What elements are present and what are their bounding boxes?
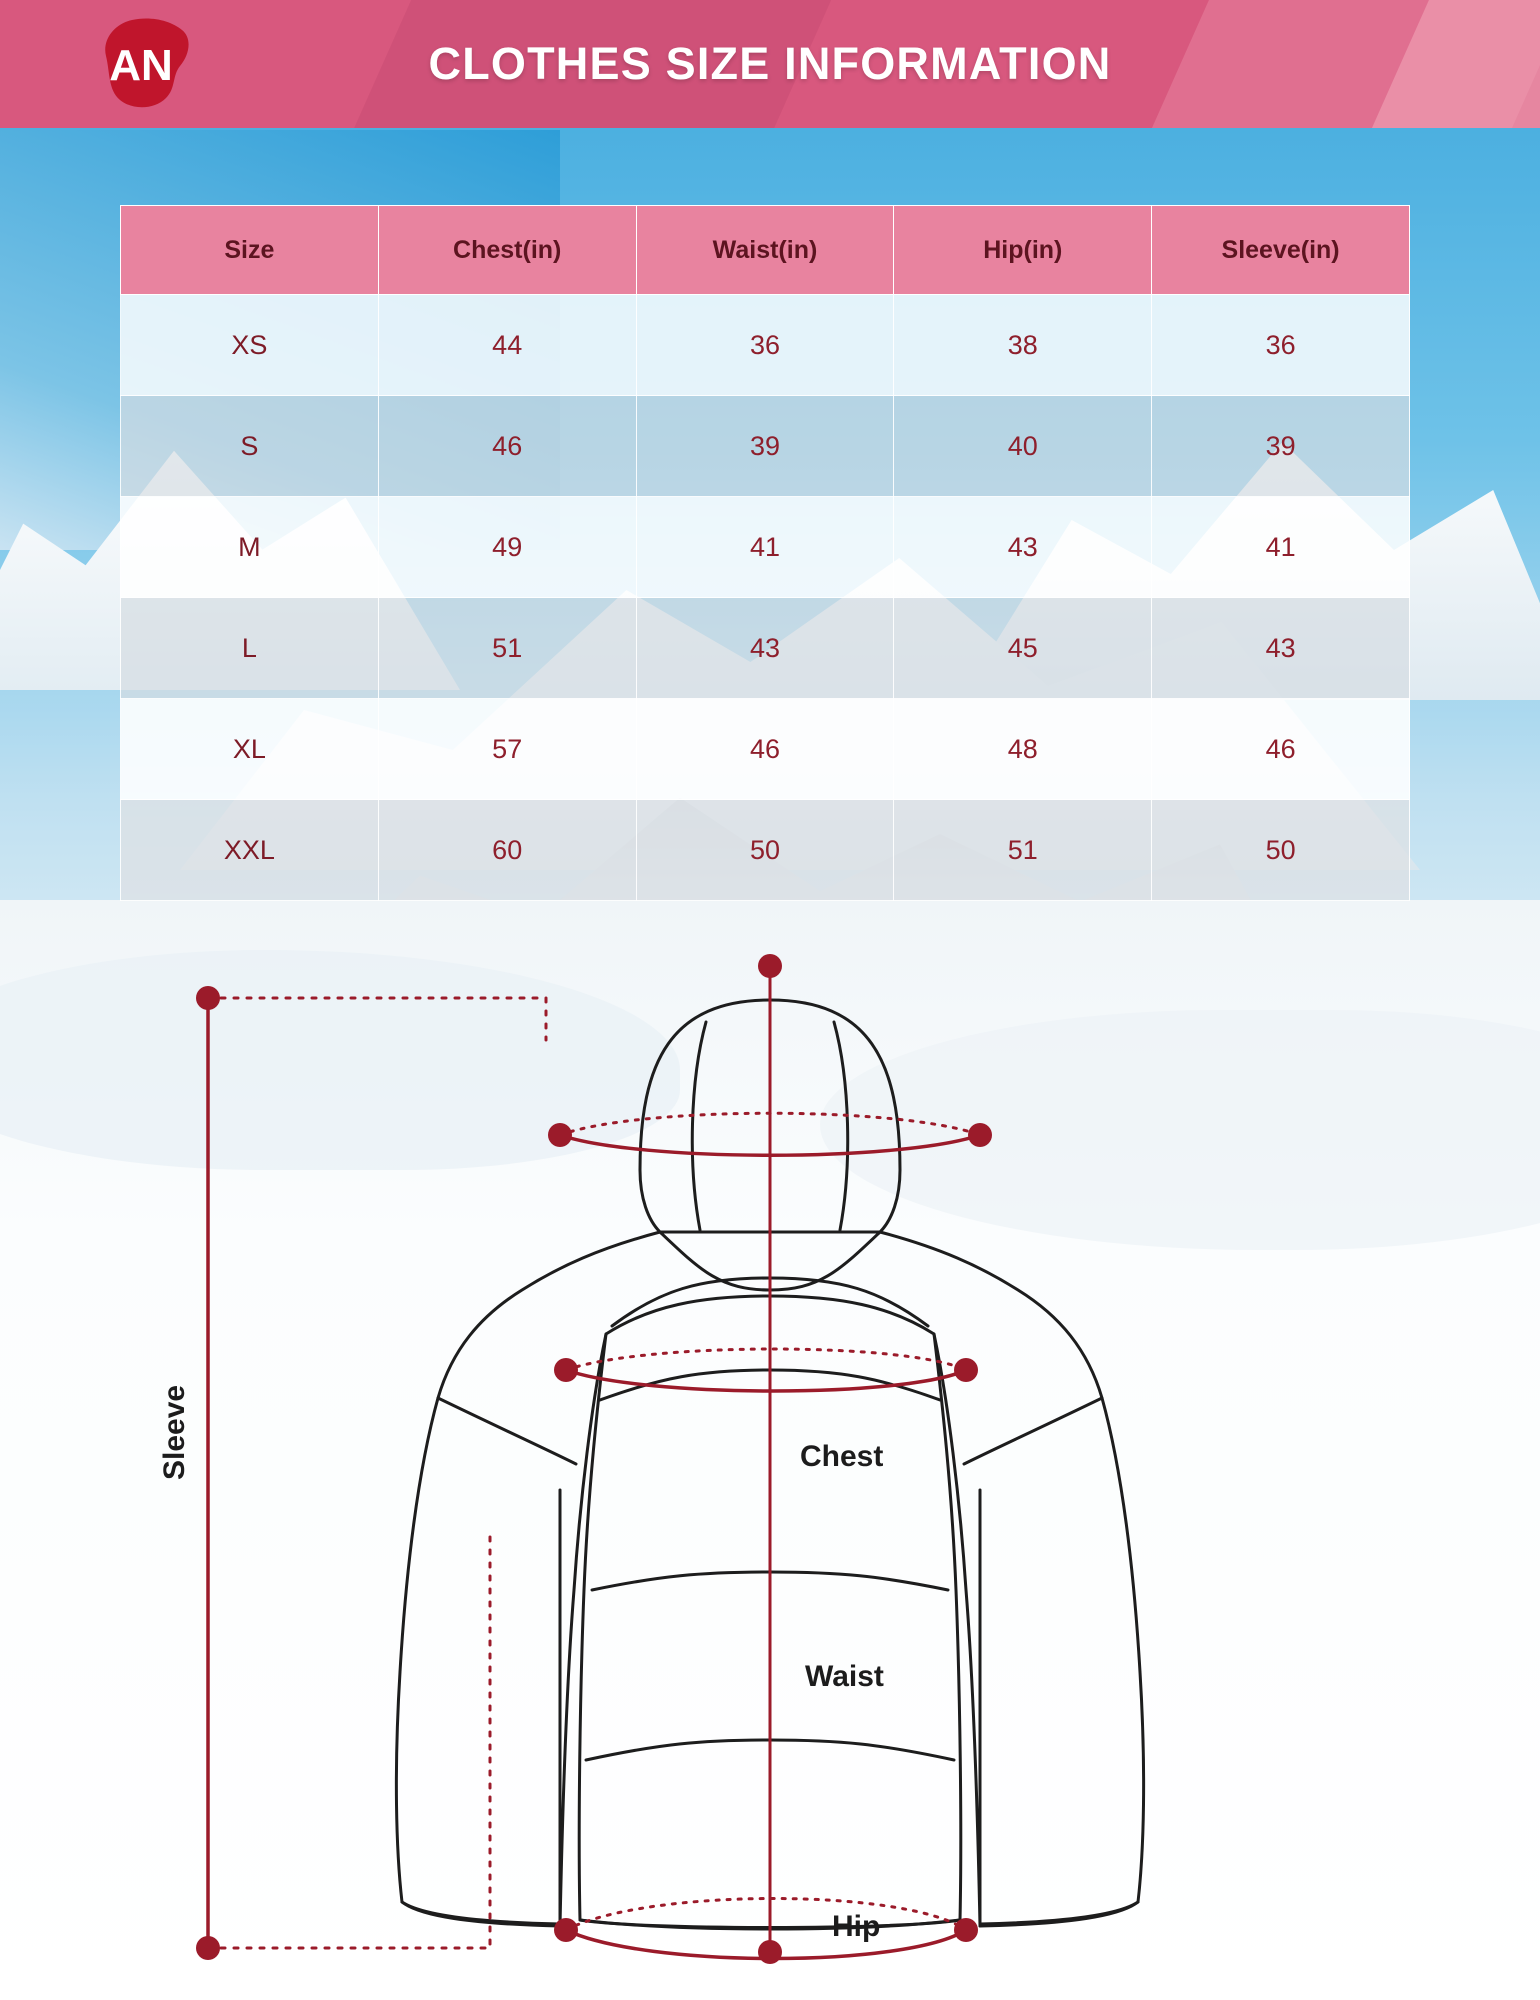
table-header-row — [121, 206, 1410, 295]
table-row — [121, 800, 1410, 901]
cell-waist: 43 — [636, 598, 894, 699]
point-chest-right — [968, 1123, 992, 1147]
cell-chest: 44 — [378, 295, 636, 396]
table-body — [121, 295, 1410, 901]
waist-line-back — [566, 1349, 966, 1370]
cell-chest: 60 — [378, 800, 636, 901]
measurement-diagram — [0, 930, 1540, 2000]
column-header-waist: Waist(in) — [636, 206, 894, 295]
column-header-hip: Hip(in) — [894, 206, 1152, 295]
point-sleeve-top — [196, 986, 220, 1010]
label-hip: Hip — [832, 1910, 881, 1943]
cell-size: M — [121, 497, 379, 598]
cell-sleeve: 39 — [1152, 396, 1410, 497]
cell-sleeve: 43 — [1152, 598, 1410, 699]
point-chest-left — [548, 1123, 572, 1147]
label-sleeve: Sleeve — [158, 1384, 191, 1480]
point-hip-right — [954, 1918, 978, 1942]
cell-hip: 51 — [894, 800, 1152, 901]
cell-chest: 57 — [378, 699, 636, 800]
cell-sleeve: 50 — [1152, 800, 1410, 901]
logo-text: AN — [109, 41, 173, 90]
cell-sleeve: 46 — [1152, 699, 1410, 800]
point-waist-left — [554, 1358, 578, 1382]
cell-waist: 50 — [636, 800, 894, 901]
cell-hip: 43 — [894, 497, 1152, 598]
sleeve-leader-bottom — [208, 1530, 490, 1948]
cell-waist: 39 — [636, 396, 894, 497]
table-row — [121, 295, 1410, 396]
cell-hip: 45 — [894, 598, 1152, 699]
cell-size: XXL — [121, 800, 379, 901]
cell-chest: 46 — [378, 396, 636, 497]
cell-size: XL — [121, 699, 379, 800]
table-row — [121, 699, 1410, 800]
cell-waist: 46 — [636, 699, 894, 800]
point-hip-left — [554, 1918, 578, 1942]
cell-chest: 51 — [378, 598, 636, 699]
cell-size: L — [121, 598, 379, 699]
cell-waist: 36 — [636, 295, 894, 396]
cell-sleeve: 36 — [1152, 295, 1410, 396]
point-sleeve-bottom — [196, 1936, 220, 1960]
size-chart-table — [120, 205, 1410, 901]
cell-size: S — [121, 396, 379, 497]
column-header-size: Size — [121, 206, 379, 295]
point-waist-right — [954, 1358, 978, 1382]
cell-waist: 41 — [636, 497, 894, 598]
sleeve-leader-top — [208, 998, 546, 1040]
page-title: CLOTHES SIZE INFORMATION — [428, 38, 1112, 89]
label-chest: Chest — [800, 1440, 884, 1473]
page-header — [0, 0, 1540, 128]
point-center-bottom — [758, 1940, 782, 1964]
column-header-chest: Chest(in) — [378, 206, 636, 295]
cell-hip: 48 — [894, 699, 1152, 800]
cell-chest: 49 — [378, 497, 636, 598]
cell-sleeve: 41 — [1152, 497, 1410, 598]
column-header-sleeve: Sleeve(in) — [1152, 206, 1410, 295]
cell-hip: 40 — [894, 396, 1152, 497]
table-row — [121, 497, 1410, 598]
table-row — [121, 396, 1410, 497]
cell-size: XS — [121, 295, 379, 396]
cell-hip: 38 — [894, 295, 1152, 396]
table-header — [121, 206, 1410, 295]
point-center-top — [758, 954, 782, 978]
label-waist: Waist — [805, 1660, 884, 1693]
table-row — [121, 598, 1410, 699]
